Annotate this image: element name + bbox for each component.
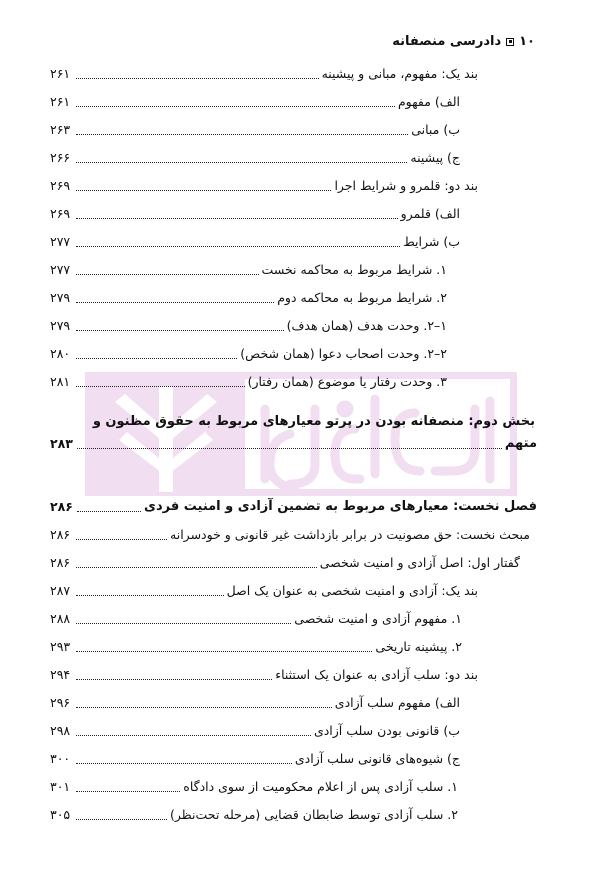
toc-entry[interactable]: الف) مفهوم سلب آزادی ۲۹۶ [50,693,460,713]
dot-leader [76,693,332,713]
toc-entry[interactable]: فصل نخست: معیارهای مربوط به تضمین آزادی و امنیت فردی ۲۸۶ [50,497,537,517]
page-ref: ۲۸۷ [50,583,71,598]
toc-entry[interactable]: ۱. سلب آزادی پس از اعلام محکومیت از سوی دادگاه ۳۰۱ [50,777,458,797]
page-ref: ۲۹۴ [50,667,71,682]
page-ref: ۲۸۸ [50,611,71,626]
toc-entry[interactable]: ۲. پیشینه تاریخی ۲۹۳ [50,637,462,657]
dot-leader [76,553,317,573]
dot-leader [76,148,407,168]
dot-leader [76,288,274,308]
toc-entry[interactable]: ب) قانونی بودن سلب آزادی ۲۹۸ [50,721,460,741]
page-ref: ۲۶۹ [50,206,71,221]
page-number: ۱۰ [519,34,535,49]
page-ref: ۲۹۶ [50,695,71,710]
dot-leader [76,204,398,224]
page-ref: ۲۸۶ [50,499,73,514]
page-ref: ۲۶۱ [50,66,71,81]
toc-entry[interactable]: الف) قلمرو ۲۶۹ [50,204,460,224]
toc-entry[interactable]: ۲. سلب آزادی توسط ضابطان قضایی (مرحله تحت‌نظر) ۳۰۵ [50,805,458,825]
page-ref: ۲۸۳ [50,436,73,451]
page-ref: ۲۸۰ [50,346,71,361]
dot-leader [76,637,372,657]
dot-leader [76,721,311,741]
dot-leader [76,64,319,84]
page-ref: ۲۸۶ [50,555,71,570]
toc-entry[interactable]: مبحث نخست: حق مصونیت در برابر بازداشت غیر قانونی و خودسرانه ۲۸۶ [50,525,530,545]
dot-leader [76,805,167,825]
toc-entry[interactable]: بند یک: مفهوم، مبانی و پیشینه ۲۶۱ [50,64,478,84]
page-ref: ۲۹۸ [50,723,71,738]
toc-entry[interactable]: بند یک: آزادی و امنیت شخصی به عنوان یک اصل ۲۸۷ [50,581,478,601]
book-title: دادرسی منصفانه [392,34,502,49]
dot-leader [76,581,224,601]
page-ref: ۳۰۰ [50,751,71,766]
page-ref: ۲۶۱ [50,94,71,109]
dot-leader [76,120,408,140]
dot-leader [76,232,400,252]
toc-entry[interactable]: ۳. وحدت رفتار یا موضوع (همان رفتار) ۲۸۱ [50,372,447,392]
page-ref: ۳۰۱ [50,779,71,794]
page-ref: ۲۷۷ [50,234,71,249]
dot-leader [76,92,395,112]
dot-leader [76,777,180,797]
page-ref: ۲۷۹ [50,290,71,305]
dot-leader [76,260,259,280]
page-ref: ۲۷۹ [50,318,71,333]
toc-entry[interactable]: ۱–۲. وحدت هدف (همان هدف) ۲۷۹ [50,316,447,336]
dot-leader [77,434,502,454]
page-ref: ۲۸۱ [50,374,71,389]
toc-entry[interactable]: ۲. شرایط مربوط به محاکمه دوم ۲۷۹ [50,288,447,308]
dot-leader [76,665,272,685]
toc-entry[interactable]: بند دو: قلمرو و شرایط اجرا ۲۶۹ [50,176,478,196]
part-two-heading: بخش دوم: منصفانه بودن در پرتو معیارهای مربوط به حقوق مظنون و [92,414,535,429]
page-ref: ۲۷۷ [50,262,71,277]
page-ref: ۲۶۹ [50,178,71,193]
toc-entry[interactable]: ج) شیوه‌های قانونی سلب آزادی ۳۰۰ [50,749,460,769]
toc-entry[interactable]: ب) مبانی ۲۶۳ [50,120,460,140]
page-ref: ۲۶۶ [50,150,71,165]
dot-leader [76,176,331,196]
dot-leader [76,749,292,769]
toc-entry[interactable]: متهم ۲۸۳ [50,434,537,454]
dot-leader [76,316,284,336]
toc-entry[interactable]: الف) مفهوم ۲۶۱ [50,92,460,112]
page-ref: ۳۰۵ [50,807,71,822]
toc-entry[interactable]: گفتار اول: اصل آزادی و امنیت شخصی ۲۸۶ [50,553,520,573]
toc-entry[interactable]: بند دو: سلب آزادی به عنوان یک استثناء ۲۹۴ [50,665,478,685]
dot-leader [76,372,245,392]
dot-leader [77,497,141,517]
dot-leader [76,609,291,629]
dot-leader [76,525,167,545]
dot-leader [76,344,237,364]
toc-entry[interactable]: ۱. مفهوم آزادی و امنیت شخصی ۲۸۸ [50,609,462,629]
page-ref: ۲۸۶ [50,527,71,542]
page-ref: ۲۹۳ [50,639,71,654]
toc-entry[interactable]: ۱. شرایط مربوط به محاکمه نخست ۲۷۷ [50,260,447,280]
toc-entry[interactable]: ب) شرایط ۲۷۷ [50,232,460,252]
toc-entry[interactable]: ۲–۲. وحدت اصحاب دعوا (همان شخص) ۲۸۰ [50,344,447,364]
toc-entry[interactable]: ج) پیشینه ۲۶۶ [50,148,460,168]
page-ref: ۲۶۳ [50,122,71,137]
